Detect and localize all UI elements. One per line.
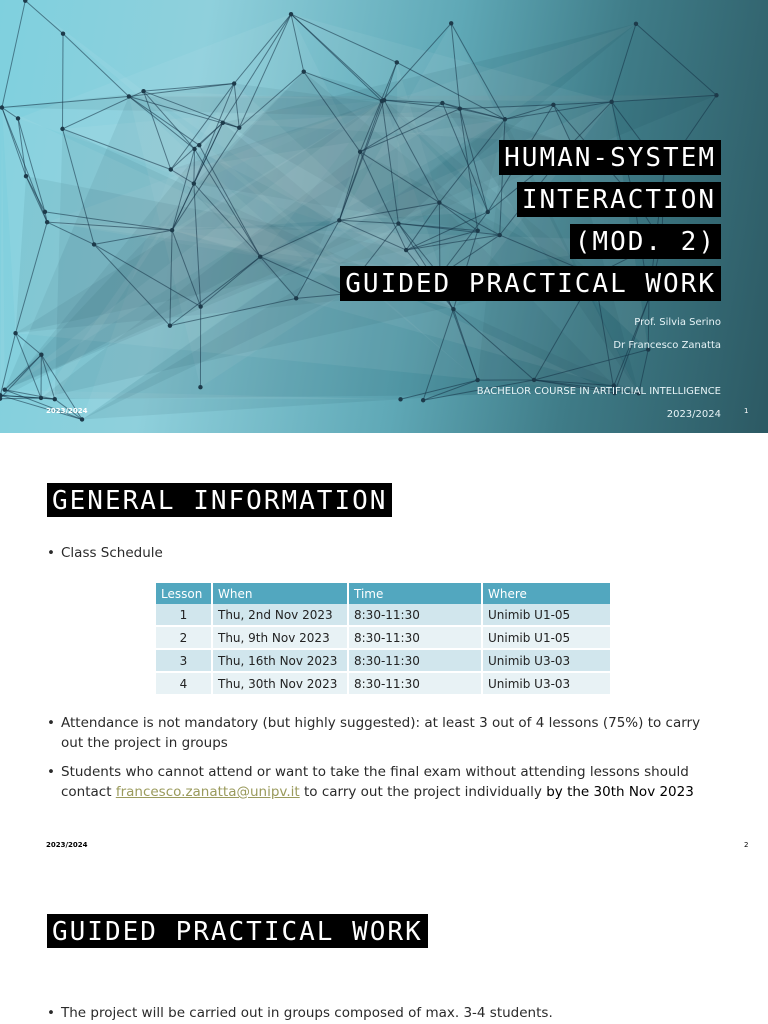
cell-when: Thu, 30th Nov 2023 [212,672,348,695]
network-node [45,220,49,224]
cell-when: Thu, 16th Nov 2023 [212,649,348,672]
table-header-row [156,583,611,604]
title-line-1: HUMAN-SYSTEM [499,140,721,175]
page-number: 1 [744,407,749,415]
network-node [440,101,444,105]
network-node [458,107,462,111]
network-node [92,242,96,246]
cell-when: Thu, 9th Nov 2023 [212,626,348,649]
network-node [61,32,65,36]
schedule-table [156,583,612,696]
title-line-2: INTERACTION [517,182,721,217]
bullet-text [61,762,719,802]
network-node [475,378,479,382]
table-row [156,626,611,649]
bullet-dot: • [47,764,55,780]
network-node [43,210,47,214]
cell-where: Unimib U1-05 [482,604,611,626]
network-node [24,174,28,178]
academic-year: 2023/2024 [666,409,721,420]
cell-where: Unimib U1-05 [482,626,611,649]
cell-when: Thu, 2nd Nov 2023 [212,604,348,626]
bullet-attendance [47,713,719,753]
network-node [634,22,638,26]
network-node [169,167,173,171]
general-information-slide [0,433,768,866]
author-2: Dr Francesco Zanatta [613,340,721,351]
facet [0,108,4,396]
network-node [16,116,20,120]
network-line [636,24,716,95]
network-node [714,93,718,97]
bullet-class-schedule [47,543,727,563]
network-line [63,34,129,97]
cell-where: Unimib U3-03 [482,649,611,672]
bullet-dot: • [47,1005,55,1021]
bullet-text-mid: to carry out the project individually [299,784,547,800]
network-node [198,385,202,389]
network-node [39,396,43,400]
bullet-groups [47,1003,727,1023]
network-node [221,121,225,125]
network-node [302,69,306,73]
network-node [39,353,43,357]
network-node [258,255,262,259]
course-name: BACHELOR COURSE IN ARTIFICIAL INTELLIGENCE [476,386,721,397]
title-line-3: (MOD. 2) [570,224,721,259]
bullet-text-pre: Students who cannot attend or want to take the final exam without attending lessons should contact [61,764,689,800]
slide-heading: GUIDED PRACTICAL WORK [47,914,428,948]
network-node [3,388,7,392]
cell-lesson: 2 [156,626,212,649]
email-link[interactable]: francesco.zanatta@unipv.it [115,784,300,800]
network-node [551,103,555,107]
bullet-non-attending [47,762,719,802]
table-row [156,604,611,626]
network-node [609,100,613,104]
col-where: Where [482,583,611,604]
cell-lesson: 4 [156,672,212,695]
page-number: 2 [744,841,749,849]
bullet-dot: • [47,545,55,561]
bullet-text: The project will be carried out in groups composed of max. 3-4 students. [61,1005,553,1021]
network-node [53,397,57,401]
cell-time: 8:30-11:30 [348,604,482,626]
network-node [421,398,425,402]
cell-lesson: 1 [156,604,212,626]
network-node [503,117,507,121]
network-node [80,417,84,421]
bullet-text: Attendance is not mandatory (but highly suggested): at least 3 out of 4 lessons (75%) to carry out the project in groups [61,715,701,751]
network-node [197,143,201,147]
col-lesson: Lesson [156,583,212,604]
network-node [382,98,386,102]
table-row [156,649,611,672]
network-line [194,149,195,184]
slide-title [340,140,721,308]
col-when: When [212,583,348,604]
cell-where: Unimib U3-03 [482,672,611,695]
bullet-dot: • [47,715,55,731]
network-node [232,81,236,85]
network-line [62,34,63,129]
network-node [289,12,293,16]
title-line-4: GUIDED PRACTICAL WORK [340,266,721,301]
network-node [398,397,402,401]
deadline-text: by the 30th Nov 2023 [546,784,694,800]
footer-date: 2023/2024 [46,407,88,415]
cell-time: 8:30-11:30 [348,649,482,672]
network-node [168,323,172,327]
network-node [141,89,145,93]
author-1: Prof. Silvia Serino [634,317,721,328]
network-node [198,304,202,308]
cell-time: 8:30-11:30 [348,672,482,695]
network-node [13,331,17,335]
network-node [170,228,174,232]
col-time: Time [348,583,482,604]
network-node [532,378,536,382]
network-node [60,127,64,131]
network-line [25,1,63,34]
footer-date: 2023/2024 [46,841,88,849]
cell-time: 8:30-11:30 [348,626,482,649]
network-line [2,1,25,108]
guided-practical-work-slide [0,866,768,1024]
network-node [294,296,298,300]
bullet-text: Class Schedule [61,545,163,561]
network-node [237,125,241,129]
network-node [449,21,453,25]
table-row [156,672,611,695]
network-node [192,147,196,151]
network-node [395,60,399,64]
cell-lesson: 3 [156,649,212,672]
network-node [127,94,131,98]
network-node [192,181,196,185]
slide-heading: GENERAL INFORMATION [47,483,392,517]
title-slide [0,0,768,433]
